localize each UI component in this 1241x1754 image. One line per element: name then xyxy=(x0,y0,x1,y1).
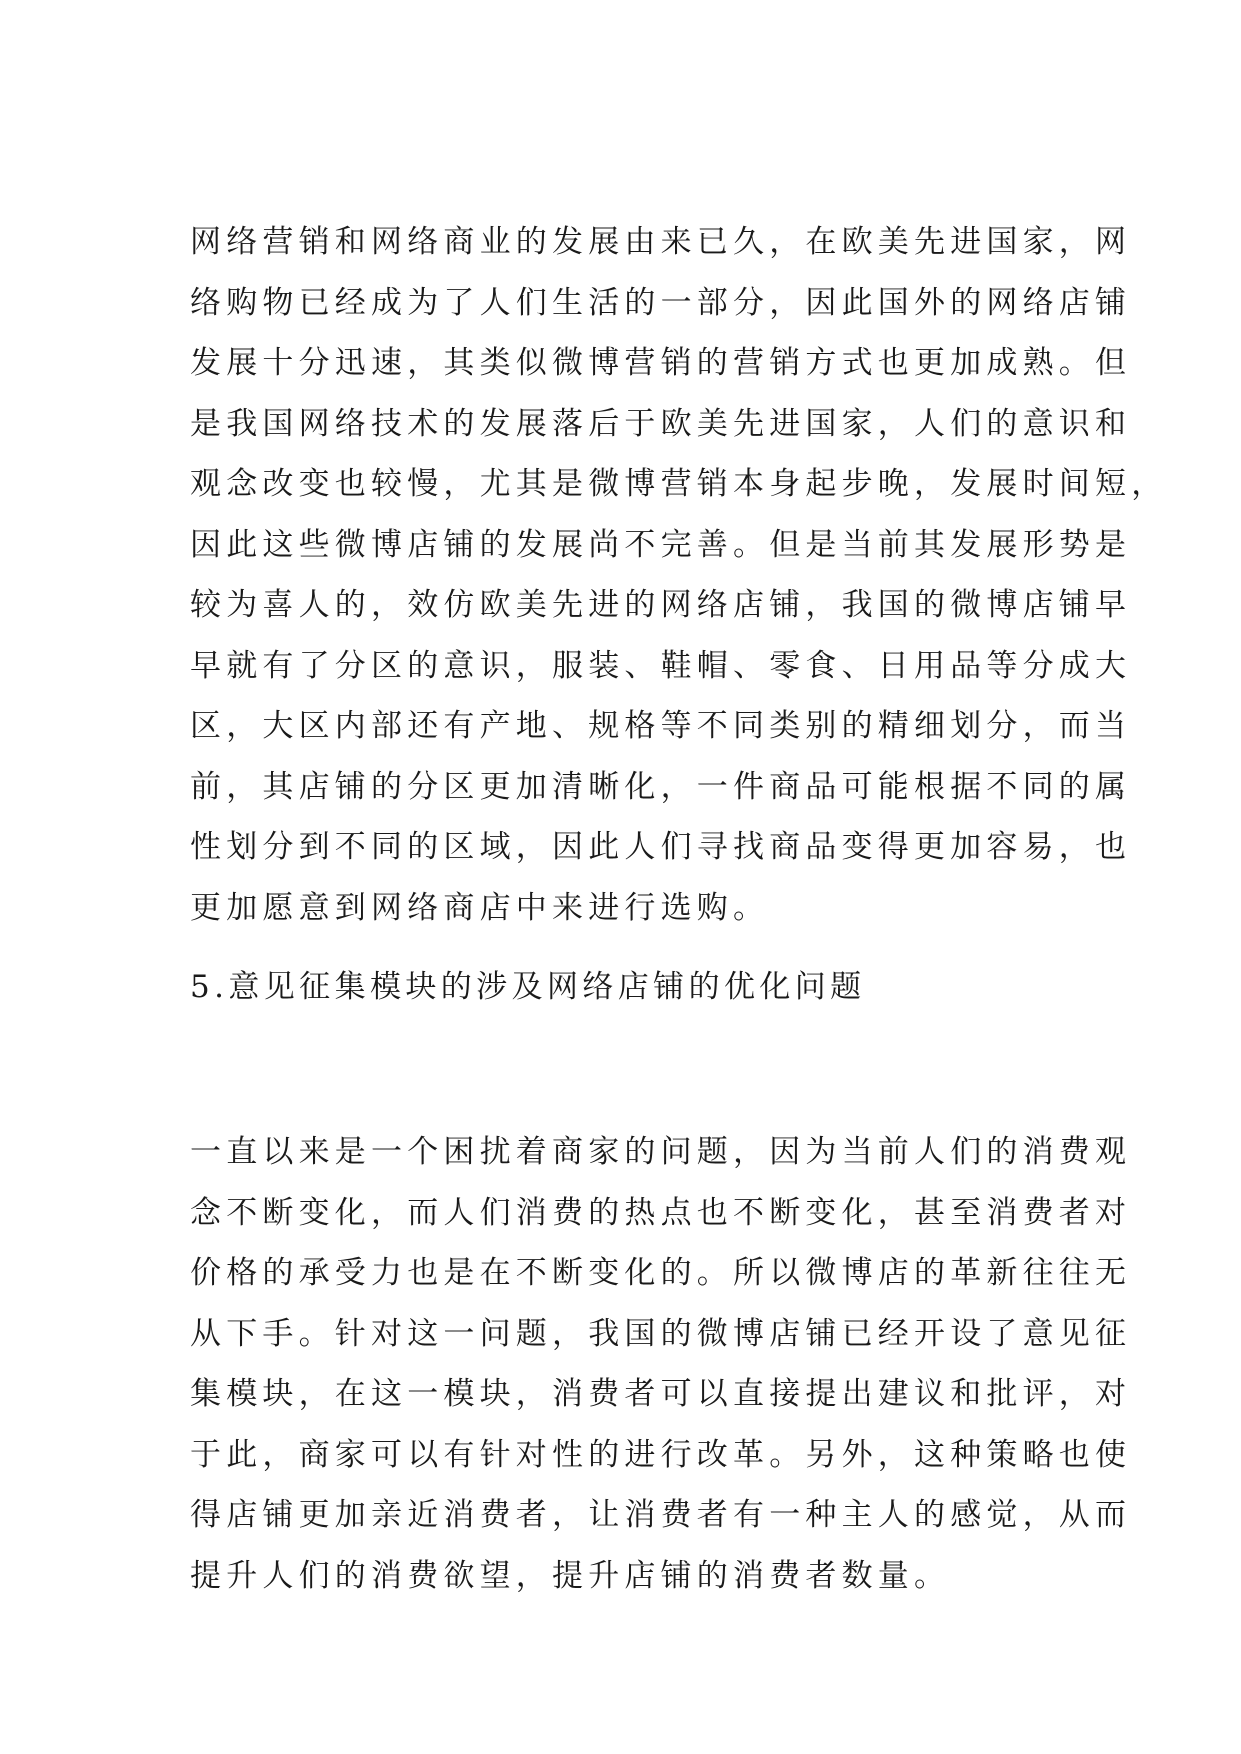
text-line: 网络营销和网络商业的发展由来已久，在欧美先进国家，网 xyxy=(190,224,1132,260)
text-line: 较为喜人的，效仿欧美先进的网络店铺，我国的微博店铺早 xyxy=(190,587,1132,623)
body-paragraph xyxy=(190,212,1168,938)
text-line: 更加愿意到网络商店中来进行选购。 xyxy=(190,889,770,926)
text-line: 早就有了分区的意识，服装、鞋帽、零食、日用品等分成大 xyxy=(190,647,1132,684)
text-line: 集模块，在这一模块，消费者可以直接提出建议和批评，对 xyxy=(190,1376,1132,1412)
text-line: 从下手。针对这一问题，我国的微博店铺已经开设了意见征 xyxy=(190,1315,1132,1352)
text-line: 是我国网络技术的发展落后于欧美先进国家，人们的意识和 xyxy=(190,405,1132,442)
text-line: 于此，商家可以有针对性的进行改革。另外，这种策略也使 xyxy=(190,1436,1132,1473)
text-line: 前，其店铺的分区更加清晰化，一件商品可能根据不同的属 xyxy=(190,768,1132,805)
text-line: 得店铺更加亲近消费者，让消费者有一种主人的感觉，从而 xyxy=(190,1497,1132,1533)
section-heading: 5.意见征集模块的涉及网络店铺的优化问题 xyxy=(190,969,866,1005)
text-line: 络购物已经成为了人们生活的一部分，因此国外的网络店铺 xyxy=(190,284,1132,321)
text-line: 观念改变也较慢，尤其是微博营销本身起步晚，发展时间短， xyxy=(190,466,1168,502)
text-line: 价格的承受力也是在不断变化的。所以微博店的革新往往无 xyxy=(190,1255,1132,1291)
text-line: 念不断变化，而人们消费的热点也不断变化，甚至消费者对 xyxy=(190,1194,1132,1231)
text-line: 发展十分迅速，其类似微博营销的营销方式也更加成熟。但 xyxy=(190,345,1132,381)
text-line: 性划分到不同的区域，因此人们寻找商品变得更加容易，也 xyxy=(190,829,1132,865)
text-line: 一直以来是一个困扰着商家的问题，因为当前人们的消费观 xyxy=(190,1134,1132,1170)
text-line: 区，大区内部还有产地、规格等不同类别的精细划分，而当 xyxy=(190,708,1132,744)
text-line: 因此这些微博店铺的发展尚不完善。但是当前其发展形势是 xyxy=(190,526,1132,563)
body-paragraph xyxy=(190,1122,1132,1606)
text-line: 提升人们的消费欲望，提升店铺的消费者数量。 xyxy=(190,1557,951,1594)
